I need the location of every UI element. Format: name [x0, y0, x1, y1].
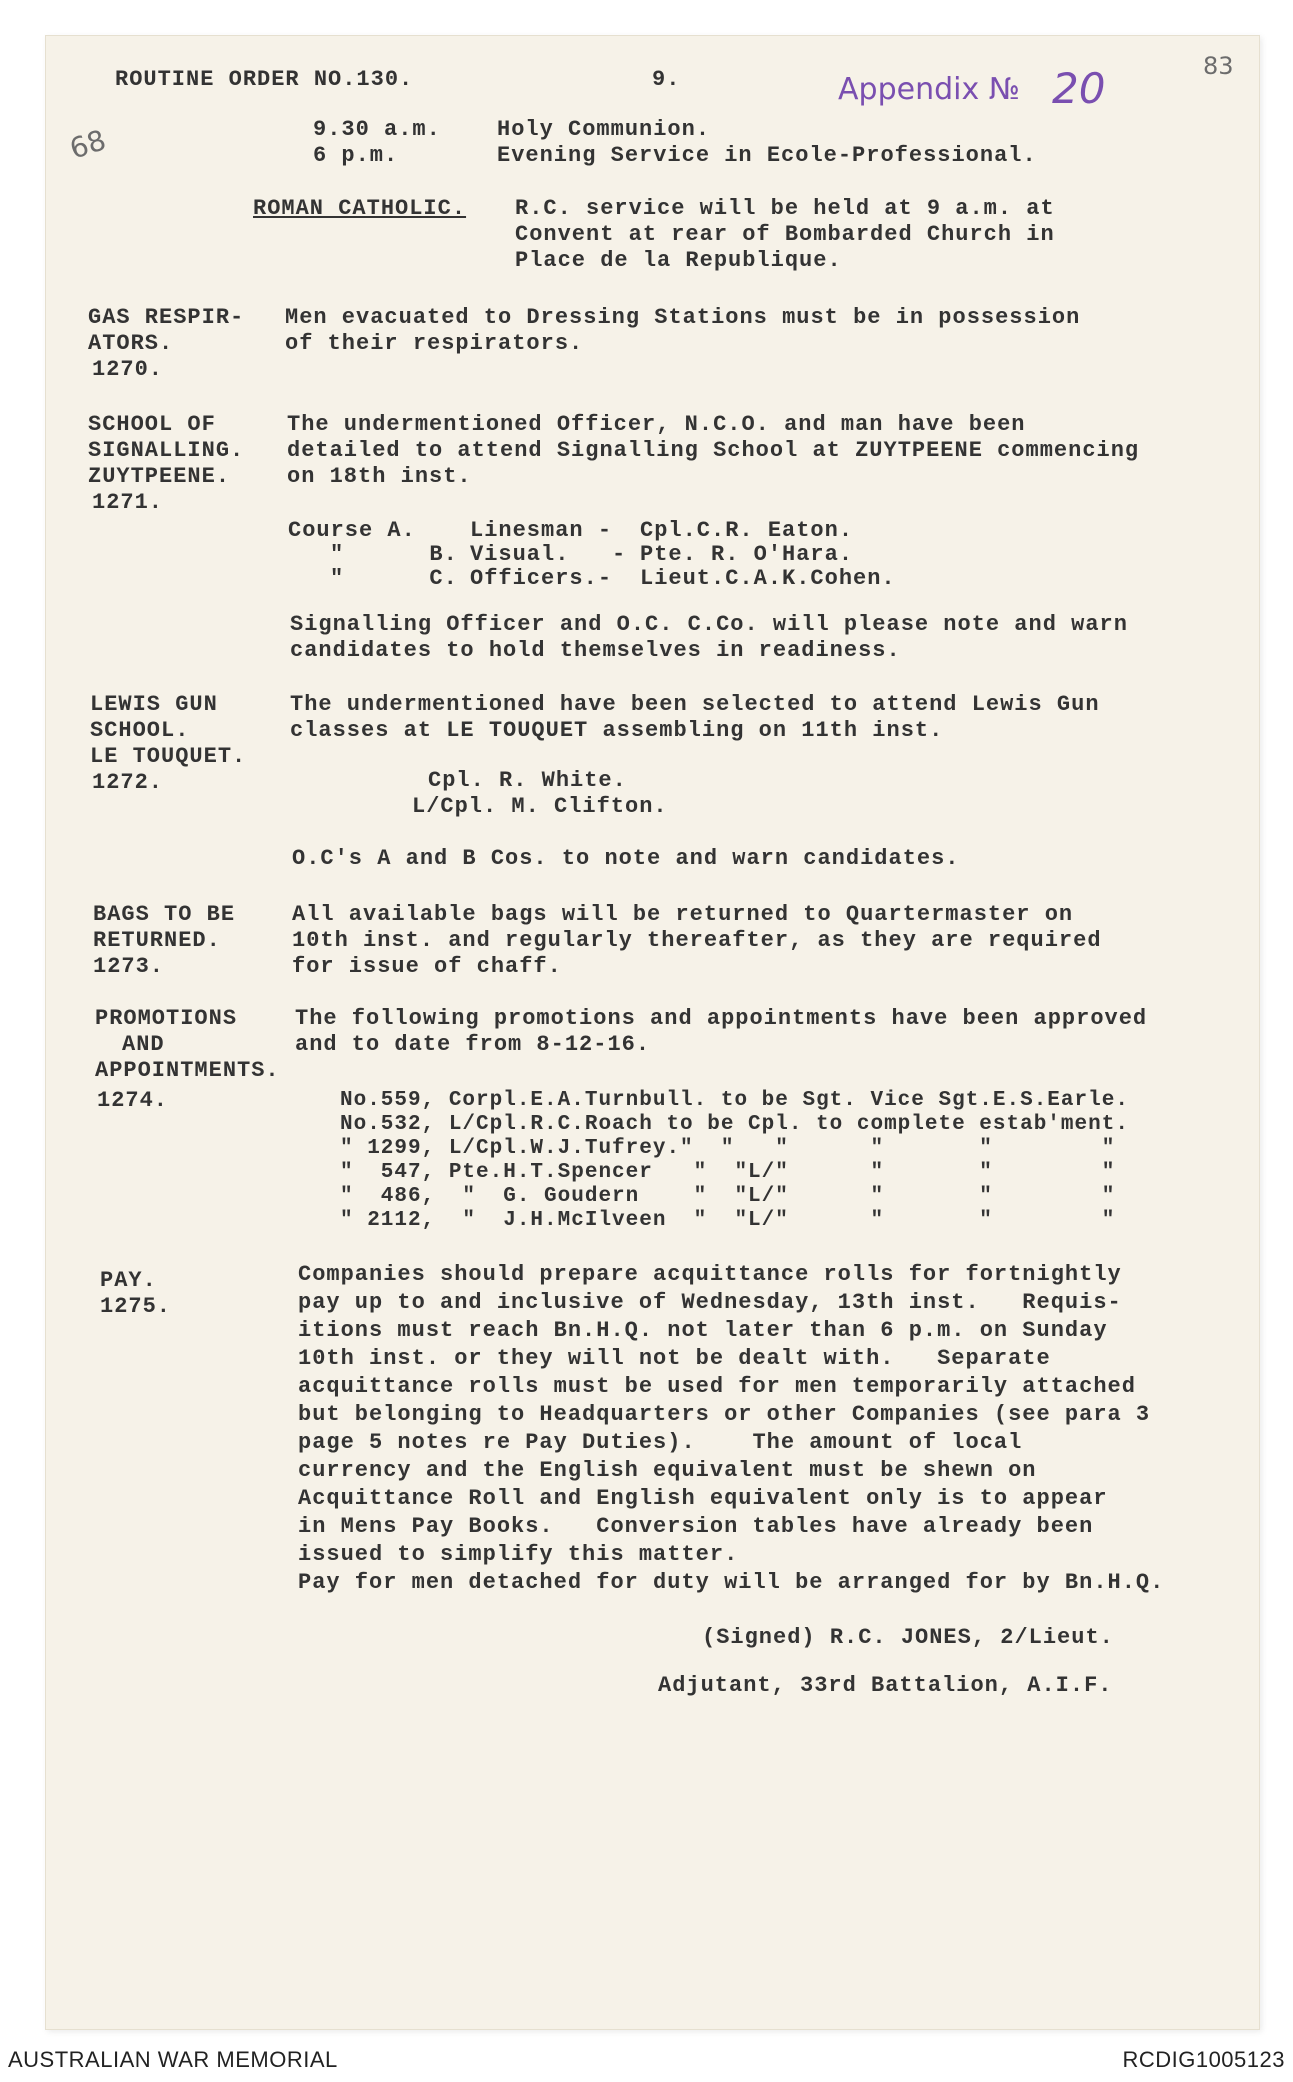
folio-number-left: 68 — [65, 123, 110, 166]
course-label: " C. — [330, 566, 458, 591]
promotion-row: " 2112, " J.H.McIlveen " "L/" " " " — [340, 1209, 1116, 1232]
side-heading: ATORS. — [88, 331, 174, 356]
course-role: Officers.- — [470, 566, 613, 591]
course-role: Visual. - — [470, 542, 627, 567]
order-body-line: in Mens Pay Books. Conversion tables have already been — [298, 1514, 1094, 1539]
order-body-line: and to date from 8-12-16. — [295, 1032, 651, 1057]
order-body-line: 10th inst. and regularly thereafter, as they are required — [292, 928, 1102, 953]
order-number: 1271. — [92, 490, 164, 515]
order-number: 1273. — [93, 954, 165, 979]
candidate-name: L/Cpl. M. Clifton. — [412, 794, 668, 819]
order-body-line: The following promotions and appointments have been approved — [295, 1006, 1148, 1031]
course-label: " B. — [330, 542, 458, 567]
signature-line: (Signed) R.C. JONES, 2/Lieut. — [702, 1625, 1114, 1650]
order-body-line: Companies should prepare acquittance rolls for fortnightly — [298, 1262, 1122, 1287]
order-body-line: The undermentioned Officer, N.C.O. and man have been — [287, 412, 1026, 437]
order-note-line: O.C's A and B Cos. to note and warn candidates. — [292, 846, 960, 871]
order-body-line: of their respirators. — [285, 331, 584, 356]
appendix-label: Appendix № — [838, 72, 1020, 107]
document-page — [45, 35, 1260, 2030]
service-time: 9.30 a.m. — [313, 117, 441, 142]
order-body-line: page 5 notes re Pay Duties). The amount of local — [298, 1430, 1023, 1455]
side-heading: APPOINTMENTS. — [95, 1058, 280, 1083]
side-heading: LE TOUQUET. — [90, 744, 247, 769]
side-heading: GAS RESPIR- — [88, 305, 245, 330]
promotion-row: No.532, L/Cpl.R.C.Roach to be Cpl. to complete estab'ment. — [340, 1113, 1129, 1136]
routine-order-number: ROUTINE ORDER NO.130. — [115, 67, 414, 92]
order-body-line: for issue of chaff. — [292, 954, 562, 979]
order-body-line: detailed to attend Signalling School at ZUYTPEENE commencing — [287, 438, 1140, 463]
footer-archive-name: AUSTRALIAN WAR MEMORIAL — [8, 2047, 338, 2072]
side-heading: PAY. — [100, 1268, 157, 1293]
side-heading: PROMOTIONS — [95, 1006, 238, 1031]
side-heading: SIGNALLING. — [88, 438, 245, 463]
side-heading: AND — [122, 1032, 165, 1057]
promotion-row: No.559, Corpl.E.A.Turnbull. to be Sgt. Vice Sgt.E.S.Earle. — [340, 1089, 1129, 1112]
rc-line: Place de la Republique. — [515, 248, 842, 273]
course-name: Lieut.C.A.K.Cohen. — [640, 566, 896, 591]
order-number: 1275. — [100, 1294, 172, 1319]
order-number: 1270. — [92, 357, 164, 382]
order-body-line: acquittance rolls must be used for men temporarily attached — [298, 1374, 1136, 1399]
service-text: Evening Service in Ecole-Professional. — [497, 143, 1037, 168]
side-heading: RETURNED. — [93, 928, 221, 953]
side-heading: SCHOOL OF — [88, 412, 216, 437]
signature-title: Adjutant, 33rd Battalion, A.I.F. — [658, 1673, 1113, 1698]
promotion-row: " 486, " G. Goudern " "L/" " " " — [340, 1185, 1116, 1208]
order-number: 1274. — [97, 1088, 169, 1113]
order-body-line: classes at LE TOUQUET assembling on 11th inst. — [290, 718, 944, 743]
candidate-name: Cpl. R. White. — [428, 768, 627, 793]
footer-record-id: RCDIG1005123 — [1122, 2047, 1285, 2072]
side-heading: ZUYTPEENE. — [88, 464, 231, 489]
appendix-number: 20 — [1052, 64, 1106, 113]
roman-catholic-heading: ROMAN CATHOLIC. — [253, 196, 467, 221]
order-body-line: itions must reach Bn.H.Q. not later than 6 p.m. on Sunday — [298, 1318, 1108, 1343]
course-label: Course A. — [288, 518, 416, 543]
side-heading: SCHOOL. — [90, 718, 190, 743]
side-heading: LEWIS GUN — [90, 692, 218, 717]
order-body-line: Men evacuated to Dressing Stations must be in possession — [285, 305, 1081, 330]
folio-number-top: 83 — [1203, 52, 1234, 80]
promotion-row: " 547, Pte.H.T.Spencer " "L/" " " " — [340, 1161, 1116, 1184]
page-number: 9. — [652, 67, 681, 92]
rc-line: R.C. service will be held at 9 a.m. at — [515, 196, 1055, 221]
order-note-line: Signalling Officer and O.C. C.Co. will please note and warn — [290, 612, 1128, 637]
course-name: Cpl.C.R. Eaton. — [640, 518, 854, 543]
course-name: Pte. R. O'Hara. — [640, 542, 854, 567]
order-number: 1272. — [92, 770, 164, 795]
order-body-line: 10th inst. or they will not be dealt with. Separate — [298, 1346, 1051, 1371]
order-body-line: currency and the English equivalent must be shewn on — [298, 1458, 1037, 1483]
promotion-row: " 1299, L/Cpl.W.J.Tufrey." " " " " " — [340, 1137, 1116, 1160]
order-body-line: All available bags will be returned to Quartermaster on — [292, 902, 1074, 927]
course-role: Linesman - — [470, 518, 613, 543]
order-body-line: The undermentioned have been selected to attend Lewis Gun — [290, 692, 1100, 717]
order-body-line: but belonging to Headquarters or other Companies (see para 3 — [298, 1402, 1151, 1427]
rc-line: Convent at rear of Bombarded Church in — [515, 222, 1055, 247]
side-heading: BAGS TO BE — [93, 902, 236, 927]
service-text: Holy Communion. — [497, 117, 711, 142]
order-body-line: pay up to and inclusive of Wednesday, 13th inst. Requis- — [298, 1290, 1122, 1315]
order-body-line: issued to simplify this matter. — [298, 1542, 739, 1567]
order-body-line: Pay for men detached for duty will be arranged for by Bn.H.Q. — [298, 1570, 1165, 1595]
order-body-line: Acquittance Roll and English equivalent only is to appear — [298, 1486, 1108, 1511]
order-body-line: on 18th inst. — [287, 464, 472, 489]
service-time: 6 p.m. — [313, 143, 399, 168]
order-note-line: candidates to hold themselves in readiness. — [290, 638, 901, 663]
